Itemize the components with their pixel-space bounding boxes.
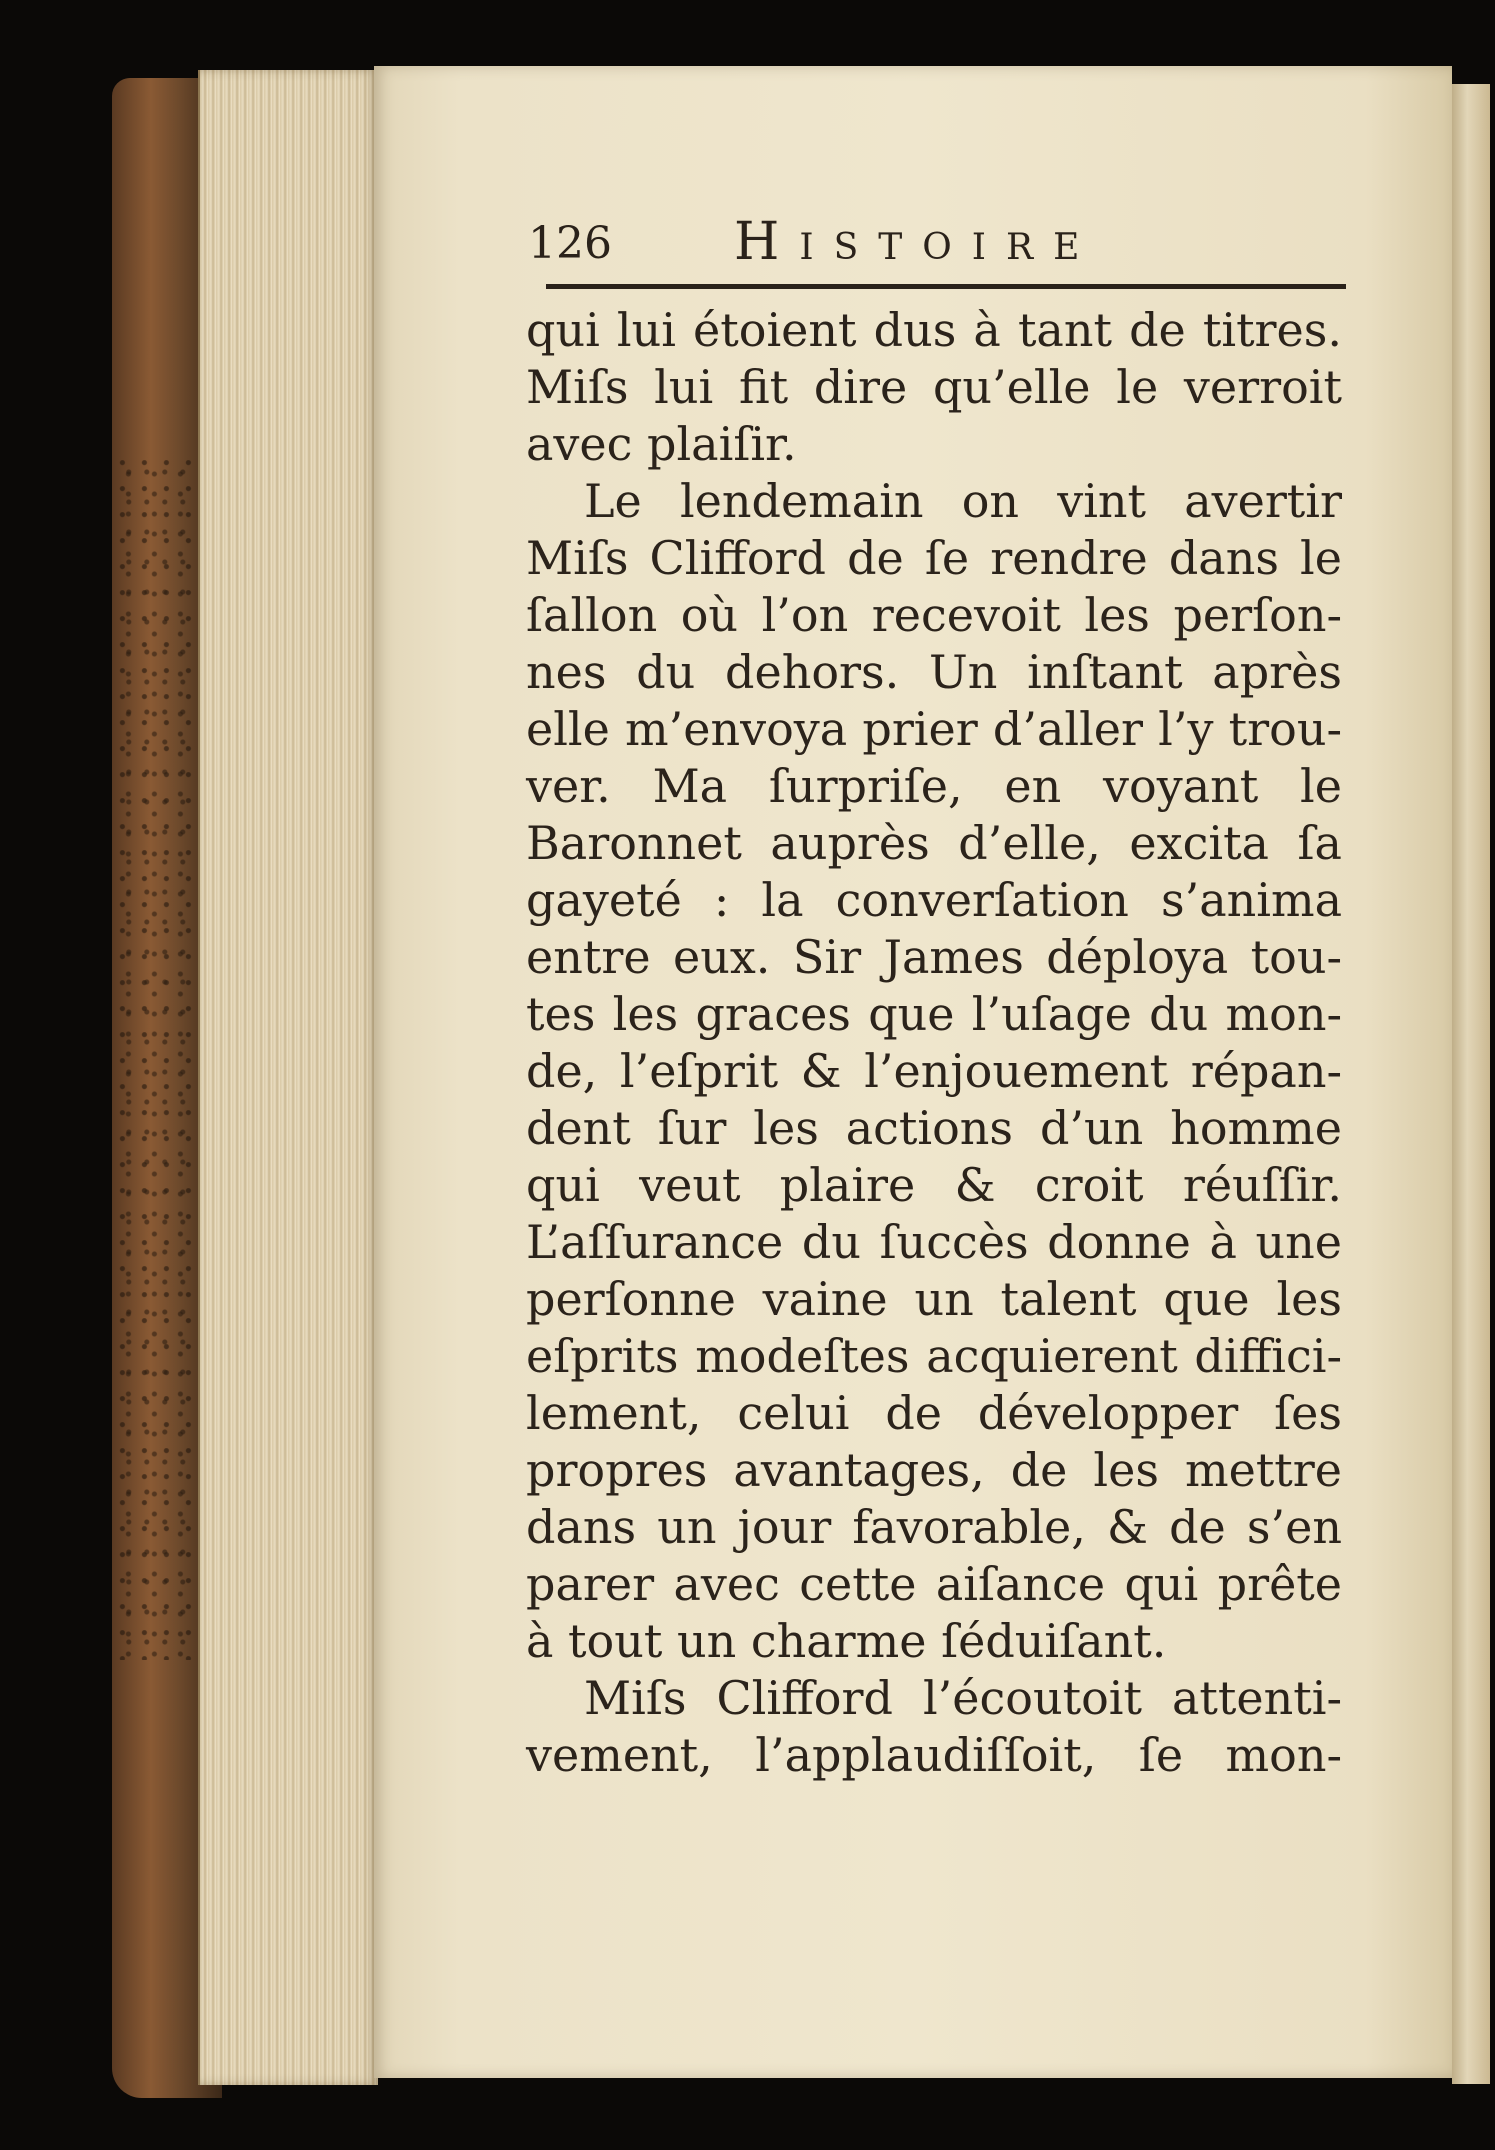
text-line: à tout un charme ſéduiſant. <box>526 1614 1167 1668</box>
text-line: nes du dehors. Un inſtant après <box>526 645 1342 699</box>
text-line: gayeté : la converſation s’anima <box>526 873 1342 927</box>
running-head: Histoire <box>734 212 1100 272</box>
page-header <box>528 208 1348 278</box>
header-rule <box>546 284 1346 289</box>
text-line: dent ſur les actions d’un homme <box>526 1101 1342 1155</box>
page-block-edge <box>198 70 378 2085</box>
cover-speckle <box>118 460 198 1660</box>
text-line: ver. Ma ſurpriſe, en voyant le <box>526 759 1342 813</box>
text-line: elle m’envoya prier d’aller l’y trou- <box>526 702 1342 756</box>
text-line: entre eux. Sir James déploya tou- <box>526 930 1342 984</box>
text-line: parer avec cette aiſance qui prête <box>526 1557 1342 1611</box>
text-line: ſallon où l’on recevoit les perſon- <box>526 588 1342 642</box>
body-text <box>526 302 1342 1784</box>
text-line: perſonne vaine un talent que les <box>526 1272 1342 1326</box>
text-line: qui lui étoient dus à tant de titres. <box>526 303 1342 357</box>
facing-page-edge <box>1452 84 1490 2084</box>
page-number: 126 <box>528 218 612 269</box>
text-line: tes les graces que l’uſage du mon- <box>526 987 1342 1041</box>
text-line: Baronnet auprès d’elle, excita ſa <box>526 816 1342 870</box>
text-line: Miſs lui fit dire qu’elle le verroit <box>526 360 1342 414</box>
text-line: propres avantages, de les mettre <box>526 1443 1342 1497</box>
text-line: L’aſſurance du ſuccès donne à une <box>526 1215 1342 1269</box>
text-line: Le lendemain on vint avertir <box>584 474 1342 528</box>
text-line: dans un jour favorable, & de s’en <box>526 1500 1342 1554</box>
text-line: lement, celui de développer ſes <box>526 1386 1342 1440</box>
text-line: Miſs Clifford l’écoutoit attenti- <box>584 1671 1342 1725</box>
text-line: qui veut plaire & croit réuſſir. <box>526 1158 1342 1212</box>
text-line: de, l’eſprit & l’enjouement répan- <box>526 1044 1342 1098</box>
text-line: eſprits modeſtes acquierent diffici- <box>526 1329 1342 1383</box>
text-line: vement, l’applaudiſſoit, ſe mon- <box>526 1728 1342 1782</box>
text-line: Miſs Clifford de ſe rendre dans le <box>526 531 1342 585</box>
text-line: avec plaiſir. <box>526 417 797 471</box>
